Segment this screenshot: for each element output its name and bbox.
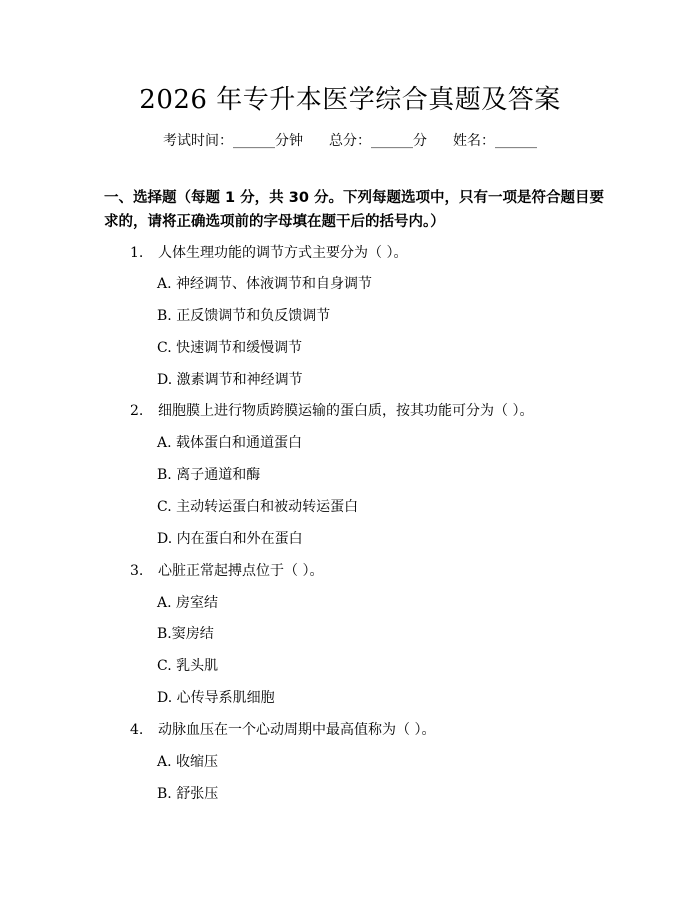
option-2d: D. 内在蛋白和外在蛋白 bbox=[157, 531, 303, 547]
option-4b: B. 舒张压 bbox=[157, 786, 219, 802]
question-number: 4. bbox=[130, 722, 144, 738]
question-number: 2. bbox=[130, 403, 144, 419]
exam-meta bbox=[0, 131, 700, 151]
option-4a: A. 收缩压 bbox=[157, 754, 219, 770]
question-1 bbox=[130, 243, 407, 263]
option-1b: B. 正反馈调节和负反馈调节 bbox=[157, 308, 331, 324]
option-3b: B.窦房结 bbox=[157, 626, 214, 642]
option-2c: C. 主动转运蛋白和被动转运蛋白 bbox=[157, 499, 359, 515]
exam-time: 考试时间：______分钟 bbox=[163, 133, 303, 149]
option-1a: A. 神经调节、体液调节和自身调节 bbox=[157, 276, 373, 292]
question-text: 人体生理功能的调节方式主要分为（ ）。 bbox=[158, 245, 408, 261]
question-text: 动脉血压在一个心动周期中最高值称为（ ）。 bbox=[158, 722, 436, 738]
section-heading: 一、选择题（每题 1 分，共 30 分。下列每题选项中，只有一项是符合题目要求的，请将正确选项前的字母填在题干后的括号内。） bbox=[104, 190, 604, 230]
question-3 bbox=[130, 561, 323, 581]
question-number: 3. bbox=[130, 563, 144, 579]
exam-name: 姓名：______ bbox=[453, 133, 537, 149]
page-title: 2026 年专升本医学综合真题及答案 bbox=[139, 85, 561, 115]
option-1c: C. 快速调节和缓慢调节 bbox=[157, 340, 303, 356]
option-1d: D. 激素调节和神经调节 bbox=[157, 372, 303, 388]
question-number: 1. bbox=[130, 245, 144, 261]
exam-score: 总分：______分 bbox=[329, 133, 427, 149]
question-text: 心脏正常起搏点位于（ ）。 bbox=[158, 563, 324, 579]
option-3a: A. 房室结 bbox=[157, 595, 219, 611]
option-3d: D. 心传导系肌细胞 bbox=[157, 690, 275, 706]
option-2b: B. 离子通道和酶 bbox=[157, 467, 261, 483]
option-3c: C. 乳头肌 bbox=[157, 658, 219, 674]
question-2 bbox=[130, 401, 533, 421]
question-text: 细胞膜上进行物质跨膜运输的蛋白质，按其功能可分为（ ）。 bbox=[158, 403, 534, 419]
question-4 bbox=[130, 720, 435, 740]
option-2a: A. 载体蛋白和通道蛋白 bbox=[157, 435, 303, 451]
